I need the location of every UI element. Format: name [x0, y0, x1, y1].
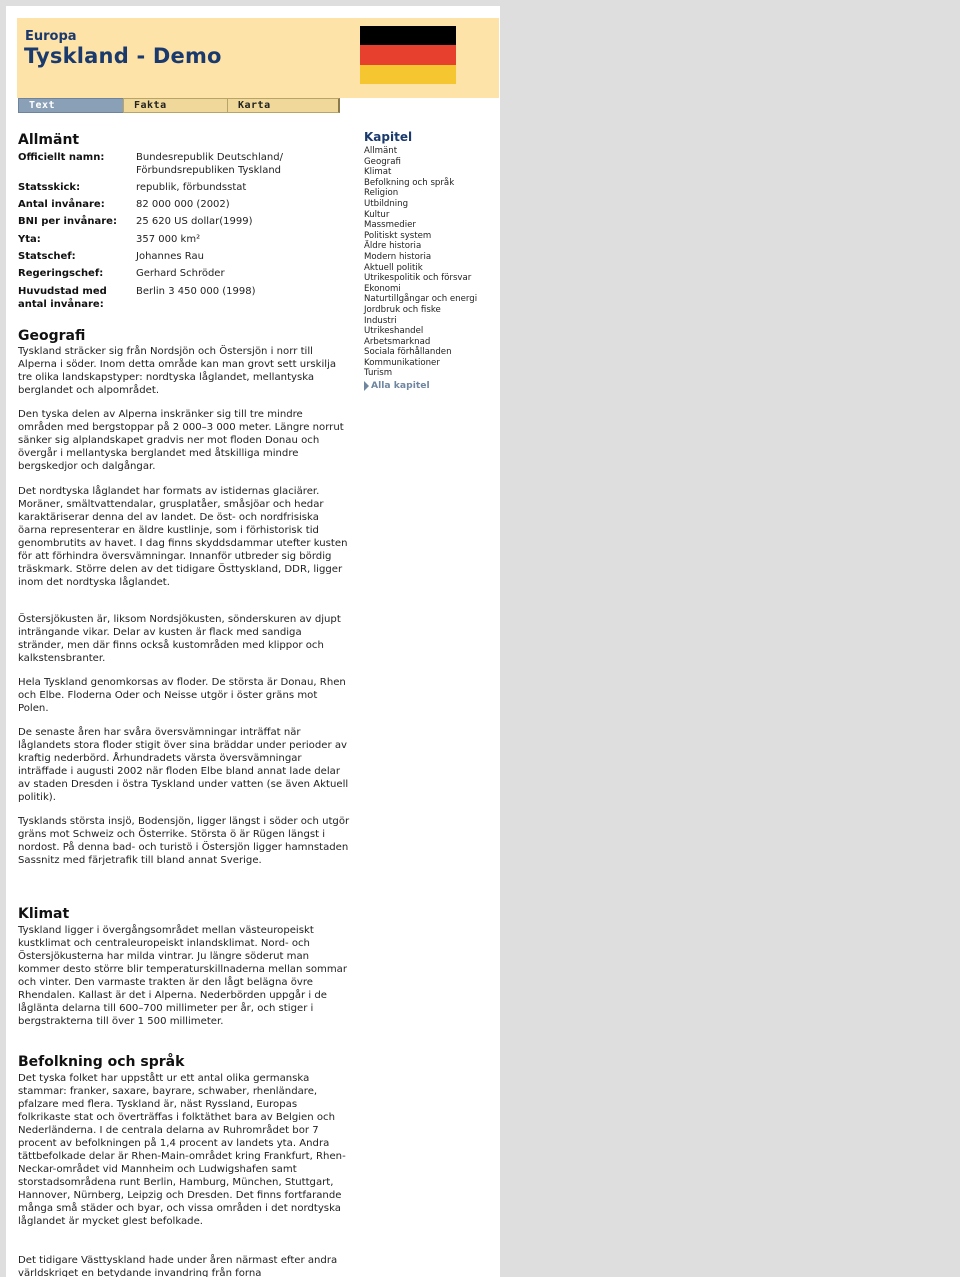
chapter-link[interactable]: Industri	[364, 315, 397, 326]
chapter-link[interactable]: Sociala förhållanden	[364, 347, 452, 358]
chapter-link[interactable]: Turism	[364, 368, 393, 379]
fact-label: Antal invånare:	[18, 199, 105, 210]
fact-value: republik, förbundsstat	[136, 182, 247, 193]
heading-klimat: Klimat	[18, 906, 70, 922]
fact-value: 357 000 km²	[136, 234, 201, 245]
paragraph: Östersjökusten är, liksom Nordsjökusten, sönderskuren av djupt inträngande vikar. Delar av kusten är flack med sandiga stränder, men där finns också kustområden med klippor och kalkstensbranter.	[18, 614, 341, 664]
fact-value: Bundesrepublik Deutschland/ Förbundsrepubliken Tyskland	[136, 152, 283, 176]
fact-value: 25 620 US dollar(1999)	[136, 216, 253, 227]
chapter-link[interactable]: Äldre historia	[364, 241, 422, 252]
region-label: Europa	[25, 29, 77, 44]
paragraph: Det nordtyska låglandet har formats av istidernas glaciärer. Moräner, smältvattendalar, grusplatåer, småsjöar och hedar karaktäriserar denna del av landet. De öst- och nordfrisiska öarna representerar en äldre kustlinje, som i förhistorisk tid genombrutits av havet. I dag finns skyddsdammar utefter kusten för att förhindra översvämningar. Innanför utbreder sig bördig träskmark. Större delen av det tidigare Östtyskland, DDR, ligger inom det nordtyska låglandet.	[18, 486, 348, 588]
chapter-link[interactable]: Allmänt	[364, 146, 398, 156]
chapter-link[interactable]: Kultur	[364, 209, 390, 220]
fact-label: Officiellt namn:	[18, 152, 105, 163]
chapter-link[interactable]: Politiskt system	[364, 230, 432, 241]
chapter-link[interactable]: Ekonomi	[364, 283, 401, 294]
tab-karta[interactable]: Karta	[227, 98, 340, 113]
heading-allmant: Allmänt	[18, 132, 80, 148]
heading-geografi: Geografi	[18, 328, 86, 344]
flag-stripe-black	[360, 26, 456, 45]
heading-befolkning: Befolkning och språk	[18, 1054, 185, 1070]
chapter-link[interactable]: Arbetsmarknad	[364, 336, 431, 347]
paragraph: Det tyska folket har uppstått ur ett antal olika germanska stammar: franker, saxare, bayrare, schwaber, rhenländare, pfalzare med flera. Tyskland är, näst Ryssland, Europas folkrikaste stat och överträffas i folktäthet bara av Belgien och Nederländerna. I de centrala delarna av Ruhrområdet bor 7 procent av befolkningen på 1,4 procent av landets yta. Andra tättbefolkade delar är Rhen-Main-området kring Frankfurt, Rhen-Neckar-området vid Mannheim och Ludwigshafen samt storstadsområdena runt Berlin, Hamburg, München, Stuttgart, Hannover, Nürnberg, Leipzig och Dresden. Det finns fortfarande många små städer och byar, och vissa områden i det nordtyska låglandet är mycket glest befolkade.	[18, 1073, 346, 1227]
paragraph: Det tidigare Västtyskland hade under åren närmast efter andra världskriget en betydande invandring från forna	[18, 1255, 338, 1277]
all-chapters-link[interactable]	[364, 380, 500, 391]
fact-value: Gerhard Schröder	[136, 268, 225, 279]
fact-label: Statsskick:	[18, 182, 81, 193]
chapter-link[interactable]: Jordbruk och fiske	[364, 304, 441, 315]
chapter-link[interactable]: Massmedier	[364, 220, 416, 231]
tab-fakta[interactable]: Fakta	[123, 98, 236, 113]
paragraph: Tyskland sträcker sig från Nordsjön och Östersjön i norr till Alperna i söder. Inom detta område kan man grovt sett urskilja tre olika landskapstyper: nordtyska låglandet, mellantyska berglandet och alpområdet.	[18, 346, 337, 396]
chapter-link[interactable]: Befolkning och språk	[364, 177, 455, 188]
fact-value: 82 000 000 (2002)	[136, 199, 230, 210]
chapter-link[interactable]: Naturtillgångar och energi	[364, 294, 478, 305]
sidebar-title: Kapitel	[364, 130, 413, 144]
chapter-link[interactable]: Klimat	[364, 167, 392, 178]
chapter-link[interactable]: Religion	[364, 188, 399, 199]
country-header	[17, 18, 499, 98]
tab-text[interactable]: Text	[18, 98, 130, 113]
flag-stripe-red	[360, 45, 456, 64]
chapter-link[interactable]: Geografi	[364, 156, 401, 167]
paragraph: Tyskland ligger i övergångsområdet mellan västeuropeiskt kustklimat och centraleuropeiskt inlandsklimat. Nord- och Östersjökusterna har milda vintrar. Ju längre söderut man kommer desto större blir temperaturskillnaderna mellan sommar och vinter. Den varmaste trakten är den lågt belägna övre Rhendalen. Kallast är det i Alperna. Nederbörden uppgår i de låglänta delarna till 600–700 millimeter per år, och stiger i bergstrakterna till över 1 500 millimeter.	[18, 925, 348, 1027]
fact-label: Huvudstad med antal invånare:	[18, 286, 107, 310]
fact-label: Statschef:	[18, 251, 76, 262]
fact-value: Johannes Rau	[136, 251, 204, 262]
chapter-link[interactable]: Utrikeshandel	[364, 326, 424, 337]
chapter-link[interactable]: Utbildning	[364, 198, 409, 209]
fact-value: Berlin 3 450 000 (1998)	[136, 286, 256, 297]
chapter-list	[364, 146, 500, 379]
fact-label: Regeringschef:	[18, 268, 104, 279]
fact-label: Yta:	[18, 234, 41, 245]
fact-label: BNI per invånare:	[18, 216, 117, 227]
chapter-link[interactable]: Modern historia	[364, 251, 432, 262]
paragraph: Hela Tyskland genomkorsas av floder. De största är Donau, Rhen och Elbe. Floderna Oder och Neisse utgör i öster gräns mot Polen.	[18, 677, 346, 714]
paragraph: Den tyska delen av Alperna inskränker sig till tre mindre områden med bergstoppar på 2 000–3 000 meter. Längre norrut sänker sig alplandskapet gradvis ner mot floden Donau och övergår i mellantyska berglandet med åtskilliga mindre bergskedjor och dalgångar.	[18, 409, 344, 472]
arrow-right-icon	[364, 381, 369, 391]
flag-stripe-gold	[360, 65, 456, 84]
chapter-sidebar	[364, 130, 500, 391]
tab-bar	[16, 98, 496, 114]
paragraph: Tysklands största insjö, Bodensjön, ligger längst i söder och utgör gräns mot Schweiz och Österrike. Största ö är Rügen längst i nordost. På denna bad- och turistö i Östersjön ligger hamnstaden Sassnitz med färjetrafik till bland annat Sverige.	[18, 816, 350, 866]
all-chapters-label: Alla kapitel	[371, 380, 430, 392]
chapter-link[interactable]: Utrikespolitik och försvar	[364, 273, 472, 284]
germany-flag-icon	[360, 26, 456, 84]
country-title: Tyskland - Demo	[24, 44, 222, 68]
chapter-link[interactable]: Aktuell politik	[364, 262, 423, 273]
chapter-link[interactable]: Kommunikationer	[364, 357, 440, 368]
page-content	[6, 6, 500, 1277]
paragraph: De senaste åren har svåra översvämningar inträffat när låglandets stora floder stigit över sina bräddar under perioder av kraftig nederbörd. Århundradets värsta översvämningar inträffade i augusti 2002 när floden Elbe bland annat lade delar av staden Dresden i östra Tyskland under vatten (se även Aktuell politik).	[18, 727, 349, 803]
